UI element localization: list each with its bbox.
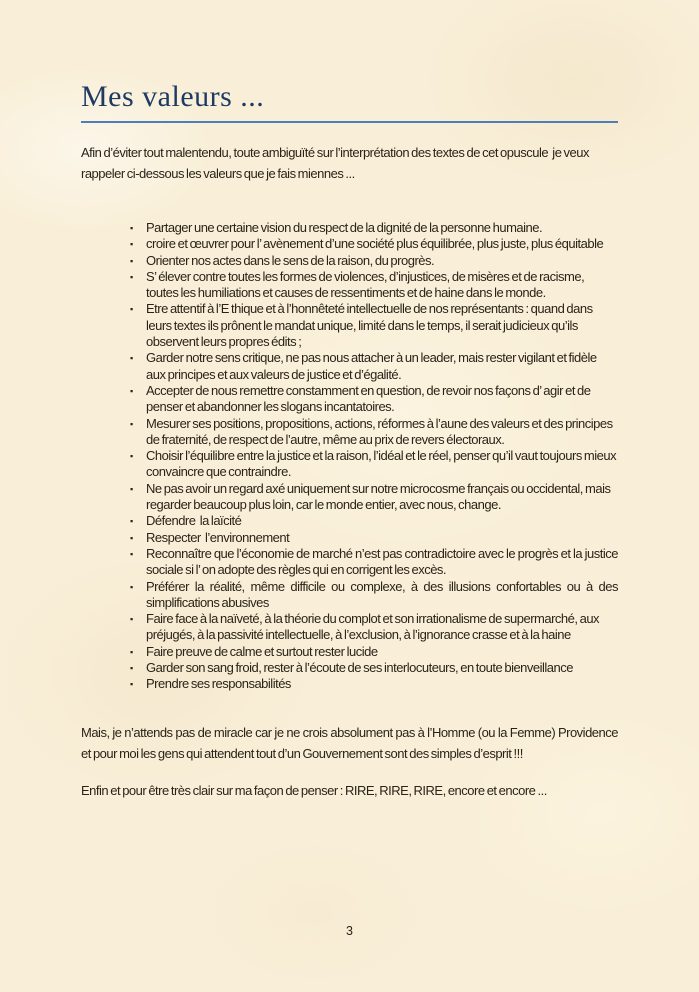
page-number: 3	[346, 924, 353, 938]
list-item-text: Défendre la laïcité	[146, 513, 242, 529]
bullet-icon: ▪	[130, 483, 134, 494]
bullet-icon: ▪	[130, 646, 134, 657]
closing-paragraph-1: Mais, je n’attends pas de miracle car je ne crois absolument pas à l’Homme (ou la Femme) Providence et pour moi les gens qui attendent tout d’un Gouvernement sont des simples d’esprit !!!	[81, 724, 618, 761]
list-item-text: Reconnaître que l’économie de marché n’est pas contradictoire avec le progrès et la justice sociale si l’ on adopte des règles qui en corrigent les excès.	[146, 545, 618, 578]
list-item	[130, 301, 618, 350]
list-item-text: Mesurer ses positions, propositions, actions, réformes à l’aune des valeurs et des principes de fraternité, de respect de l’autre, même au prix de revers électoraux.	[146, 415, 615, 447]
intro-paragraph: Afin d’éviter tout malentendu, toute ambiguïté sur l’interprétation des textes de cet opuscule je veux rappeler ci-dessous les valeurs que je fais miennes ...	[81, 145, 592, 181]
list-item-text: S’ élever contre toutes les formes de violences, d’injustices, de misères et de racisme, toutes les humiliations et causes de ressentiments et de haine dans le monde.	[146, 268, 587, 301]
list-item	[130, 579, 618, 612]
list-item-text: Faire face à la naïveté, à la théorie du complot et son irrationalisme de supermarché, aux préjugés, à la passivité intellectuelle, à l’exclusion, à l’ignorance crasse et à la haine	[146, 611, 602, 643]
list-item	[130, 644, 618, 660]
list-item	[130, 350, 618, 383]
bullet-icon: ▪	[130, 385, 134, 396]
list-item-text: Respecter l’environnement	[146, 529, 290, 545]
list-item-text: Prendre ses responsabilités	[146, 676, 291, 692]
bullet-icon: ▪	[130, 353, 134, 364]
list-item-text: Ne pas avoir un regard axé uniquement sur notre microcosme français ou occidental, mais regarder beaucoup plus loin, car le monde entier, avec nous, change.	[146, 480, 613, 513]
list-item	[130, 481, 618, 514]
list-item-text: Etre attentif à l’E thique et à l’honnêteté intellectuelle de nos représentants : quand dans leurs textes ils prônent le mandat unique, limité dans le temps, il serait judicieux qu’ils observent leurs propres édits ;	[146, 301, 595, 350]
list-item	[130, 220, 618, 236]
list-item	[130, 530, 618, 546]
list-item	[130, 546, 618, 579]
bullet-icon: ▪	[130, 548, 134, 559]
list-item-text: croire et œuvrer pour l’ avènement d’une société plus équilibrée, plus juste, plus équitable	[146, 236, 604, 252]
bullet-icon: ▪	[130, 255, 134, 266]
bullet-icon: ▪	[130, 663, 134, 674]
list-item-text: Accepter de nous remettre constamment en question, de revoir nos façons d’ agir et de penser et abandonner les slogans incantatoires.	[146, 382, 593, 415]
list-item	[130, 513, 618, 529]
list-item	[130, 383, 618, 416]
list-item-text: Partager une certaine vision du respect de la dignité de la personne humaine.	[146, 220, 543, 235]
list-item-text: Garder notre sens critique, ne pas nous attacher à un leader, mais rester vigilant et fidèle aux principes et aux valeurs de justice et d’égalité.	[146, 350, 599, 382]
values-list	[81, 220, 618, 693]
bullet-icon: ▪	[130, 516, 134, 527]
list-item-text: Orienter nos actes dans le sens de la raison, du progrès.	[146, 252, 435, 268]
list-item	[130, 416, 618, 449]
bullet-icon: ▪	[130, 532, 134, 543]
list-item	[130, 253, 618, 269]
list-item-text: Choisir l’équilibre entre la justice et la raison, l’idéal et le réel, penser qu’il vaut toujours mieux convaincre que contraindre.	[146, 448, 619, 480]
list-item-text: Faire preuve de calme et surtout rester lucide	[146, 643, 378, 659]
list-item	[130, 660, 618, 676]
bullet-icon: ▪	[130, 581, 134, 592]
bullet-icon: ▪	[130, 451, 134, 462]
list-item	[130, 448, 618, 481]
closing-paragraph-2: Enfin et pour être très clair sur ma façon de penser : RIRE, RIRE, RIRE, encore et encore ...	[81, 782, 547, 798]
list-item	[130, 236, 618, 252]
list-item	[130, 269, 618, 302]
bullet-icon: ▪	[130, 223, 134, 233]
bullet-icon: ▪	[130, 418, 134, 429]
list-item	[130, 676, 618, 692]
bullet-icon: ▪	[130, 614, 134, 625]
bullet-icon: ▪	[130, 239, 134, 250]
list-item-text: Préférer la réalité, même difficile ou complexe, à des illusions confortables ou à des simplifications abusives	[146, 578, 618, 610]
bullet-icon: ▪	[130, 271, 134, 282]
list-item	[130, 611, 618, 644]
page-title: Mes valeurs ...	[81, 80, 618, 123]
bullet-icon: ▪	[130, 304, 134, 315]
list-item-text: Garder son sang froid, rester à l’écoute de ses interlocuteurs, en toute bienveillance	[146, 660, 573, 676]
bullet-icon: ▪	[130, 679, 134, 690]
